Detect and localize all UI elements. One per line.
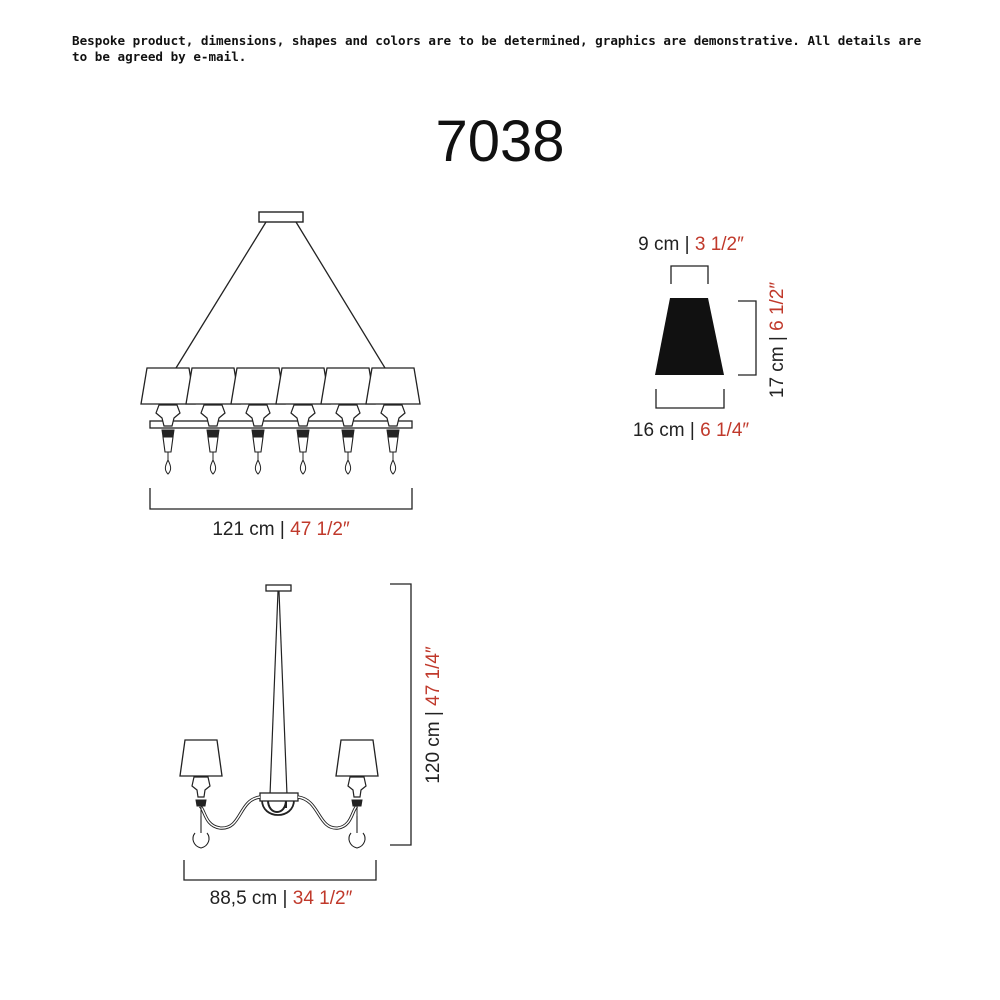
side-height-label: 120 cm | 47 1/4″ [423, 646, 444, 784]
front-width-line [150, 488, 412, 509]
lamp-shade [655, 298, 724, 375]
model-number: 7038 [435, 109, 565, 174]
side-width-line [184, 860, 376, 880]
shade-bottom-label: 16 cm | 6 1/4″ [632, 420, 750, 441]
shade-height-label: 17 cm | 6 1/2″ [767, 281, 788, 399]
shade-detail [655, 298, 724, 375]
front-width-label: 121 cm | 47 1/2″ [212, 519, 350, 540]
side-view-chandelier [180, 585, 378, 848]
shade-top-line [671, 266, 708, 284]
side-width-label: 88,5 cm | 34 1/2″ [209, 888, 353, 909]
front-view-chandelier [141, 212, 420, 474]
disclaimer-notice: Bespoke product, dimensions, shapes and colors are to be determined, graphics are demonstrative. All details are to be agreed by e-mail. [72, 33, 922, 64]
shade-height-line [738, 301, 756, 375]
shade-bottom-line [656, 389, 724, 408]
shade-top-label: 9 cm | 3 1/2″ [638, 234, 744, 255]
side-height-line [390, 584, 411, 845]
